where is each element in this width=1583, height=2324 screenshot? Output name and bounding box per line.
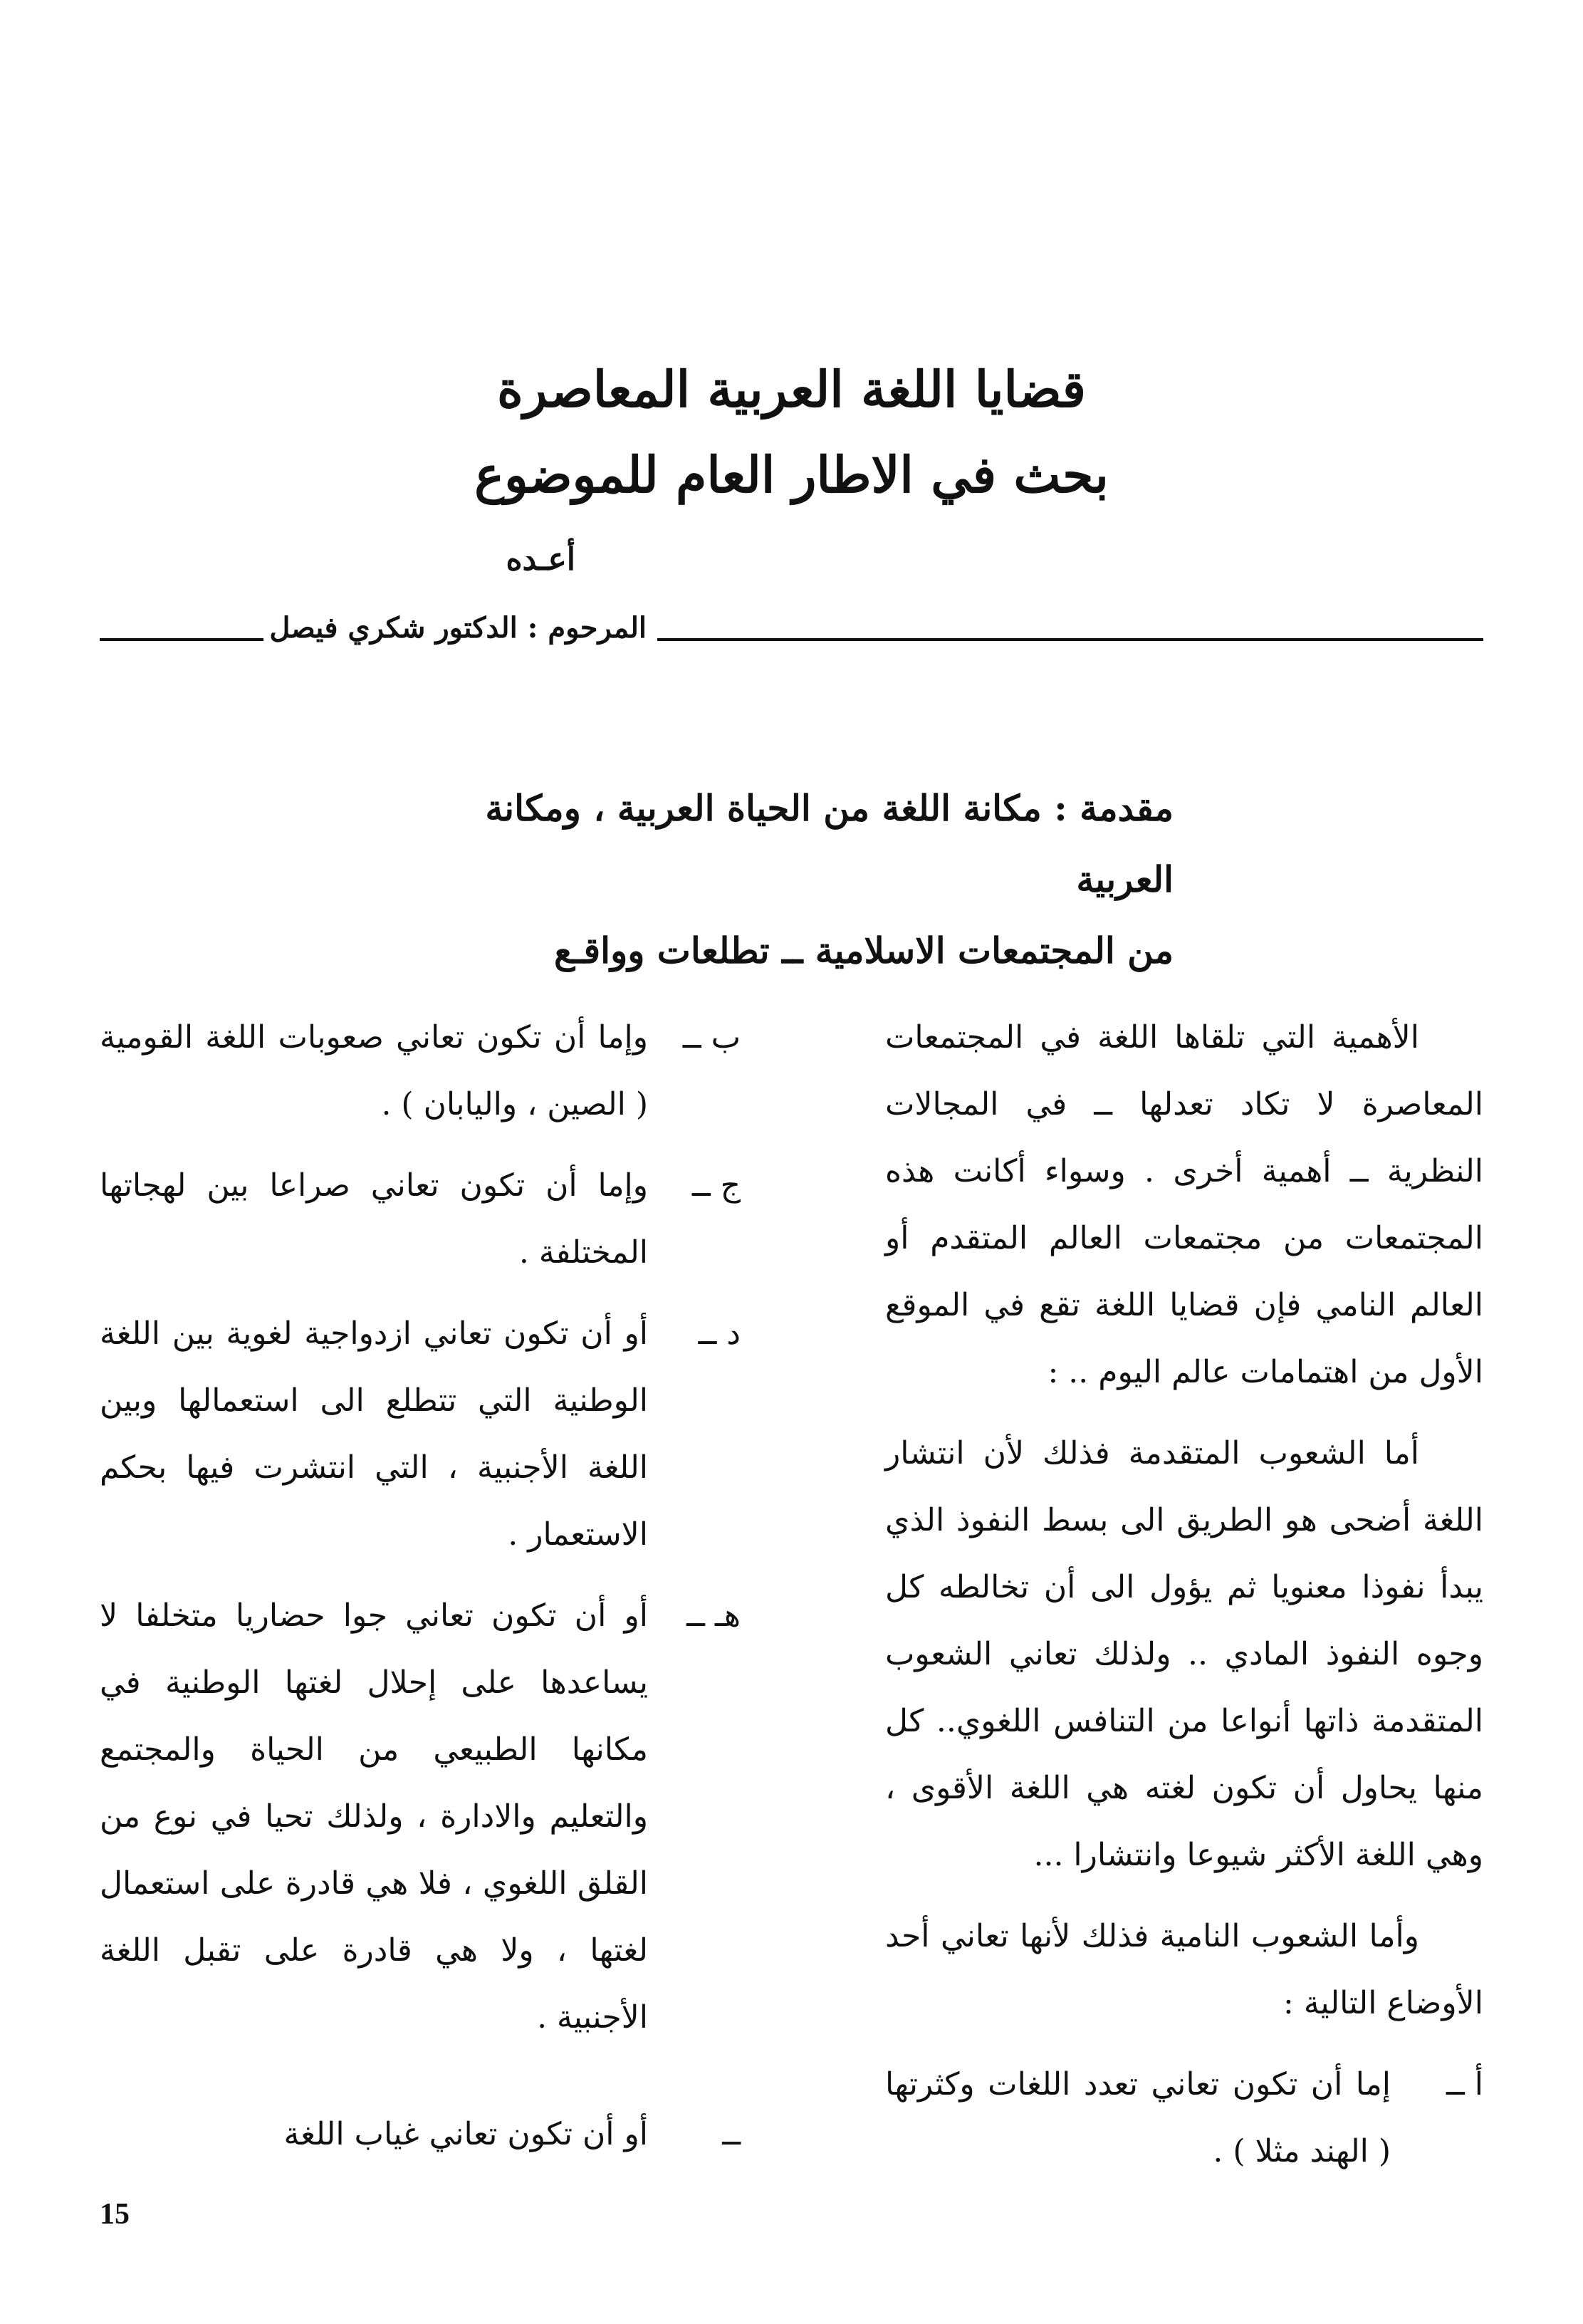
paragraph: الأهمية التي تلقاها اللغة في المجتمعات المعاصرة لا تكاد تعدلها ــ في المجالات النظرية ــ أهمية أخرى . وسواء أكانت هذه المجتمعات من مجتمعات العالم المتقدم أو العالم النامي فإن قضايا اللغة تقع في الموقع الأول من اهتمامات عالم اليوم .. : <box>885 1019 1483 1390</box>
list-item-marker: د ــ <box>698 1315 741 1352</box>
intro-heading <box>461 773 1174 986</box>
paragraph: أما الشعوب المتقدمة فذلك لأن انتشار اللغة أضحى هو الطريق الى بسط النفوذ الذي يبدأ نفوذا معنويا ثم يؤول الى أن تخالطه كل وجوه النفوذ المادي .. ولذلك تعاني الشعوب المتقدمة ذاتها أنواعا من التنافس اللغوي.. كل منها يحاول أن تكون لغته هي اللغة الأقوى ، وهي اللغة الأكثر شيوعا وانتشارا ... <box>885 1435 1483 1873</box>
author-rule-left <box>100 638 263 641</box>
right-column <box>885 1004 1483 2199</box>
list-item-text: أو أن تكون تعاني جوا حضاريا متخلفا لا يساعدها على إحلال لغتها الوطنية في مكانها الطبيعي من الحياة والمجتمع والتعليم والادارة ، ولذلك تحيا في نوع من القلق اللغوي ، فلا هي قادرة على استعمال لغتها ، ولا هي قادرة على تقبل اللغة الأجنبية . <box>100 1598 648 2036</box>
list-item-text: إما أن تكون تعاني تعدد اللغات وكثرتها ( الهند مثلا ) . <box>885 2066 1391 2169</box>
list-item <box>885 2051 1483 2185</box>
list-item-text: وإما أن تكون تعاني صعوبات اللغة القومية ( الصين ، واليابان ) . <box>100 1019 648 1122</box>
spacer <box>100 2065 741 2101</box>
page-number: 15 <box>100 2198 130 2231</box>
left-column <box>100 1004 741 2182</box>
list-item <box>100 2101 741 2168</box>
author-row <box>100 611 1483 654</box>
article-subtitle: بحث في الاطار العام للموضوع <box>474 445 1109 504</box>
list-item-marker: أ ــ <box>1446 2066 1483 2102</box>
intro-heading-line2: من المجتمعات الاسلامية ــ تطلعات وواقـع <box>554 929 1174 971</box>
list-item <box>100 1152 741 1286</box>
list-item-text: أو أن تكون تعاني ازدواجية لغوية بين اللغة الوطنية التي تتطلع الى استعمالها وبين اللغة الأجنبية ، التي انتشرت فيها بحكم الاستعمار . <box>100 1315 648 1553</box>
list-item-text: وإما أن تكون تعاني صراعا بين لهجاتها المختلفة . <box>100 1167 648 1271</box>
author-name: المرحوم : الدكتور شكري فيصل <box>269 611 647 645</box>
list-item <box>100 1583 741 2051</box>
author-rule-right <box>657 638 1483 641</box>
prepared-by-label: أعـده <box>506 541 575 578</box>
list-item-marker: ج ــ <box>691 1167 741 1204</box>
list-item-marker: هـ ــ <box>686 1598 741 1634</box>
list-item <box>100 1004 741 1138</box>
list-item-text: أو أن تكون تعاني غياب اللغة <box>283 2116 648 2152</box>
paragraph: وأما الشعوب النامية فذلك لأنها تعاني أحد الأوضاع التالية : <box>885 1918 1483 2021</box>
list-item-marker: ــ <box>722 2116 741 2152</box>
list-item-marker: ب ــ <box>682 1019 741 1056</box>
article-title: قضايا اللغة العربية المعاصرة <box>496 360 1087 419</box>
list-item <box>100 1301 741 1568</box>
intro-heading-line1: مقدمة : مكانة اللغة من الحياة العربية ، ومكانة العربية <box>485 787 1174 900</box>
